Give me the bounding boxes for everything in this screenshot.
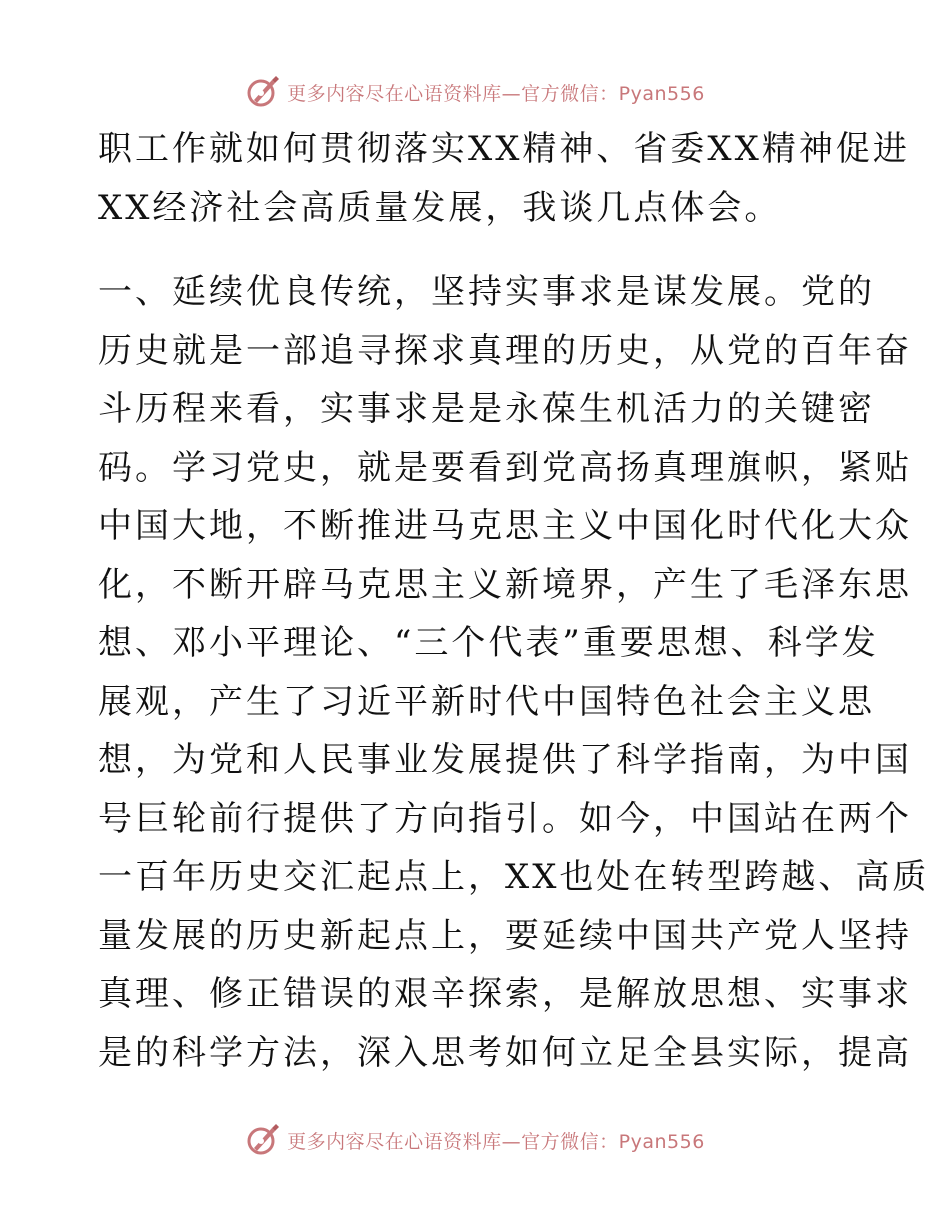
- text-line: 是的科学方法，深入思考如何立足全县实际，提高: [98, 1032, 912, 1073]
- paragraph-1: [98, 120, 910, 237]
- text-line: 一、延续优良传统，坚持实事求是谋发展。党的: [98, 272, 875, 312]
- document-body: [98, 120, 930, 1082]
- text-line: XX经济社会高质量发展，我谈几点体会。: [98, 187, 782, 228]
- header-watermark: [0, 70, 950, 114]
- text-line: 化，不断开辟马克思主义新境界，产生了毛泽东思: [98, 564, 912, 605]
- text-line: 展观，产生了习近平新时代中国特色社会主义思: [98, 681, 875, 722]
- paragraph-gap: [98, 237, 858, 263]
- text-line: 中国大地，不断推进马克思主义中国化时代化大众: [98, 506, 912, 546]
- text-line: 斗历程来看，实事求是是永葆生机活力的关键密: [98, 389, 875, 429]
- pen-swirl-logo-icon: [245, 74, 281, 110]
- pen-swirl-logo-icon: [245, 1122, 281, 1158]
- text-line: 职工作就如何贯彻落实XX精神、省委XX精神促进: [98, 129, 910, 169]
- text-line: 一百年历史交汇起点上，XX也处在转型跨越、高质: [98, 857, 930, 897]
- text-line: 想、邓小平理论、“三个代表”重要思想、科学发: [98, 623, 879, 663]
- text-line: 量发展的历史新起点上，要延续中国共产党人坚持: [98, 915, 912, 956]
- watermark-text: 更多内容尽在心语资料库—官方微信：Pyan556: [287, 1130, 705, 1153]
- text-line: 想，为党和人民事业发展提供了科学指南，为中国: [98, 740, 912, 780]
- text-line: 号巨轮前行提供了方向指引。如今，中国站在两个: [98, 798, 912, 839]
- footer-watermark: [0, 1118, 950, 1162]
- paragraph-2: [98, 263, 930, 1082]
- text-line: 真理、修正错误的艰辛探索，是解放思想、实事求: [98, 974, 912, 1014]
- text-line: 历史就是一部追寻探求真理的历史，从党的百年奋: [98, 330, 912, 371]
- watermark-text: 更多内容尽在心语资料库—官方微信：Pyan556: [287, 82, 705, 105]
- text-line: 码。学习党史，就是要看到党高扬真理旗帜，紧贴: [98, 447, 912, 488]
